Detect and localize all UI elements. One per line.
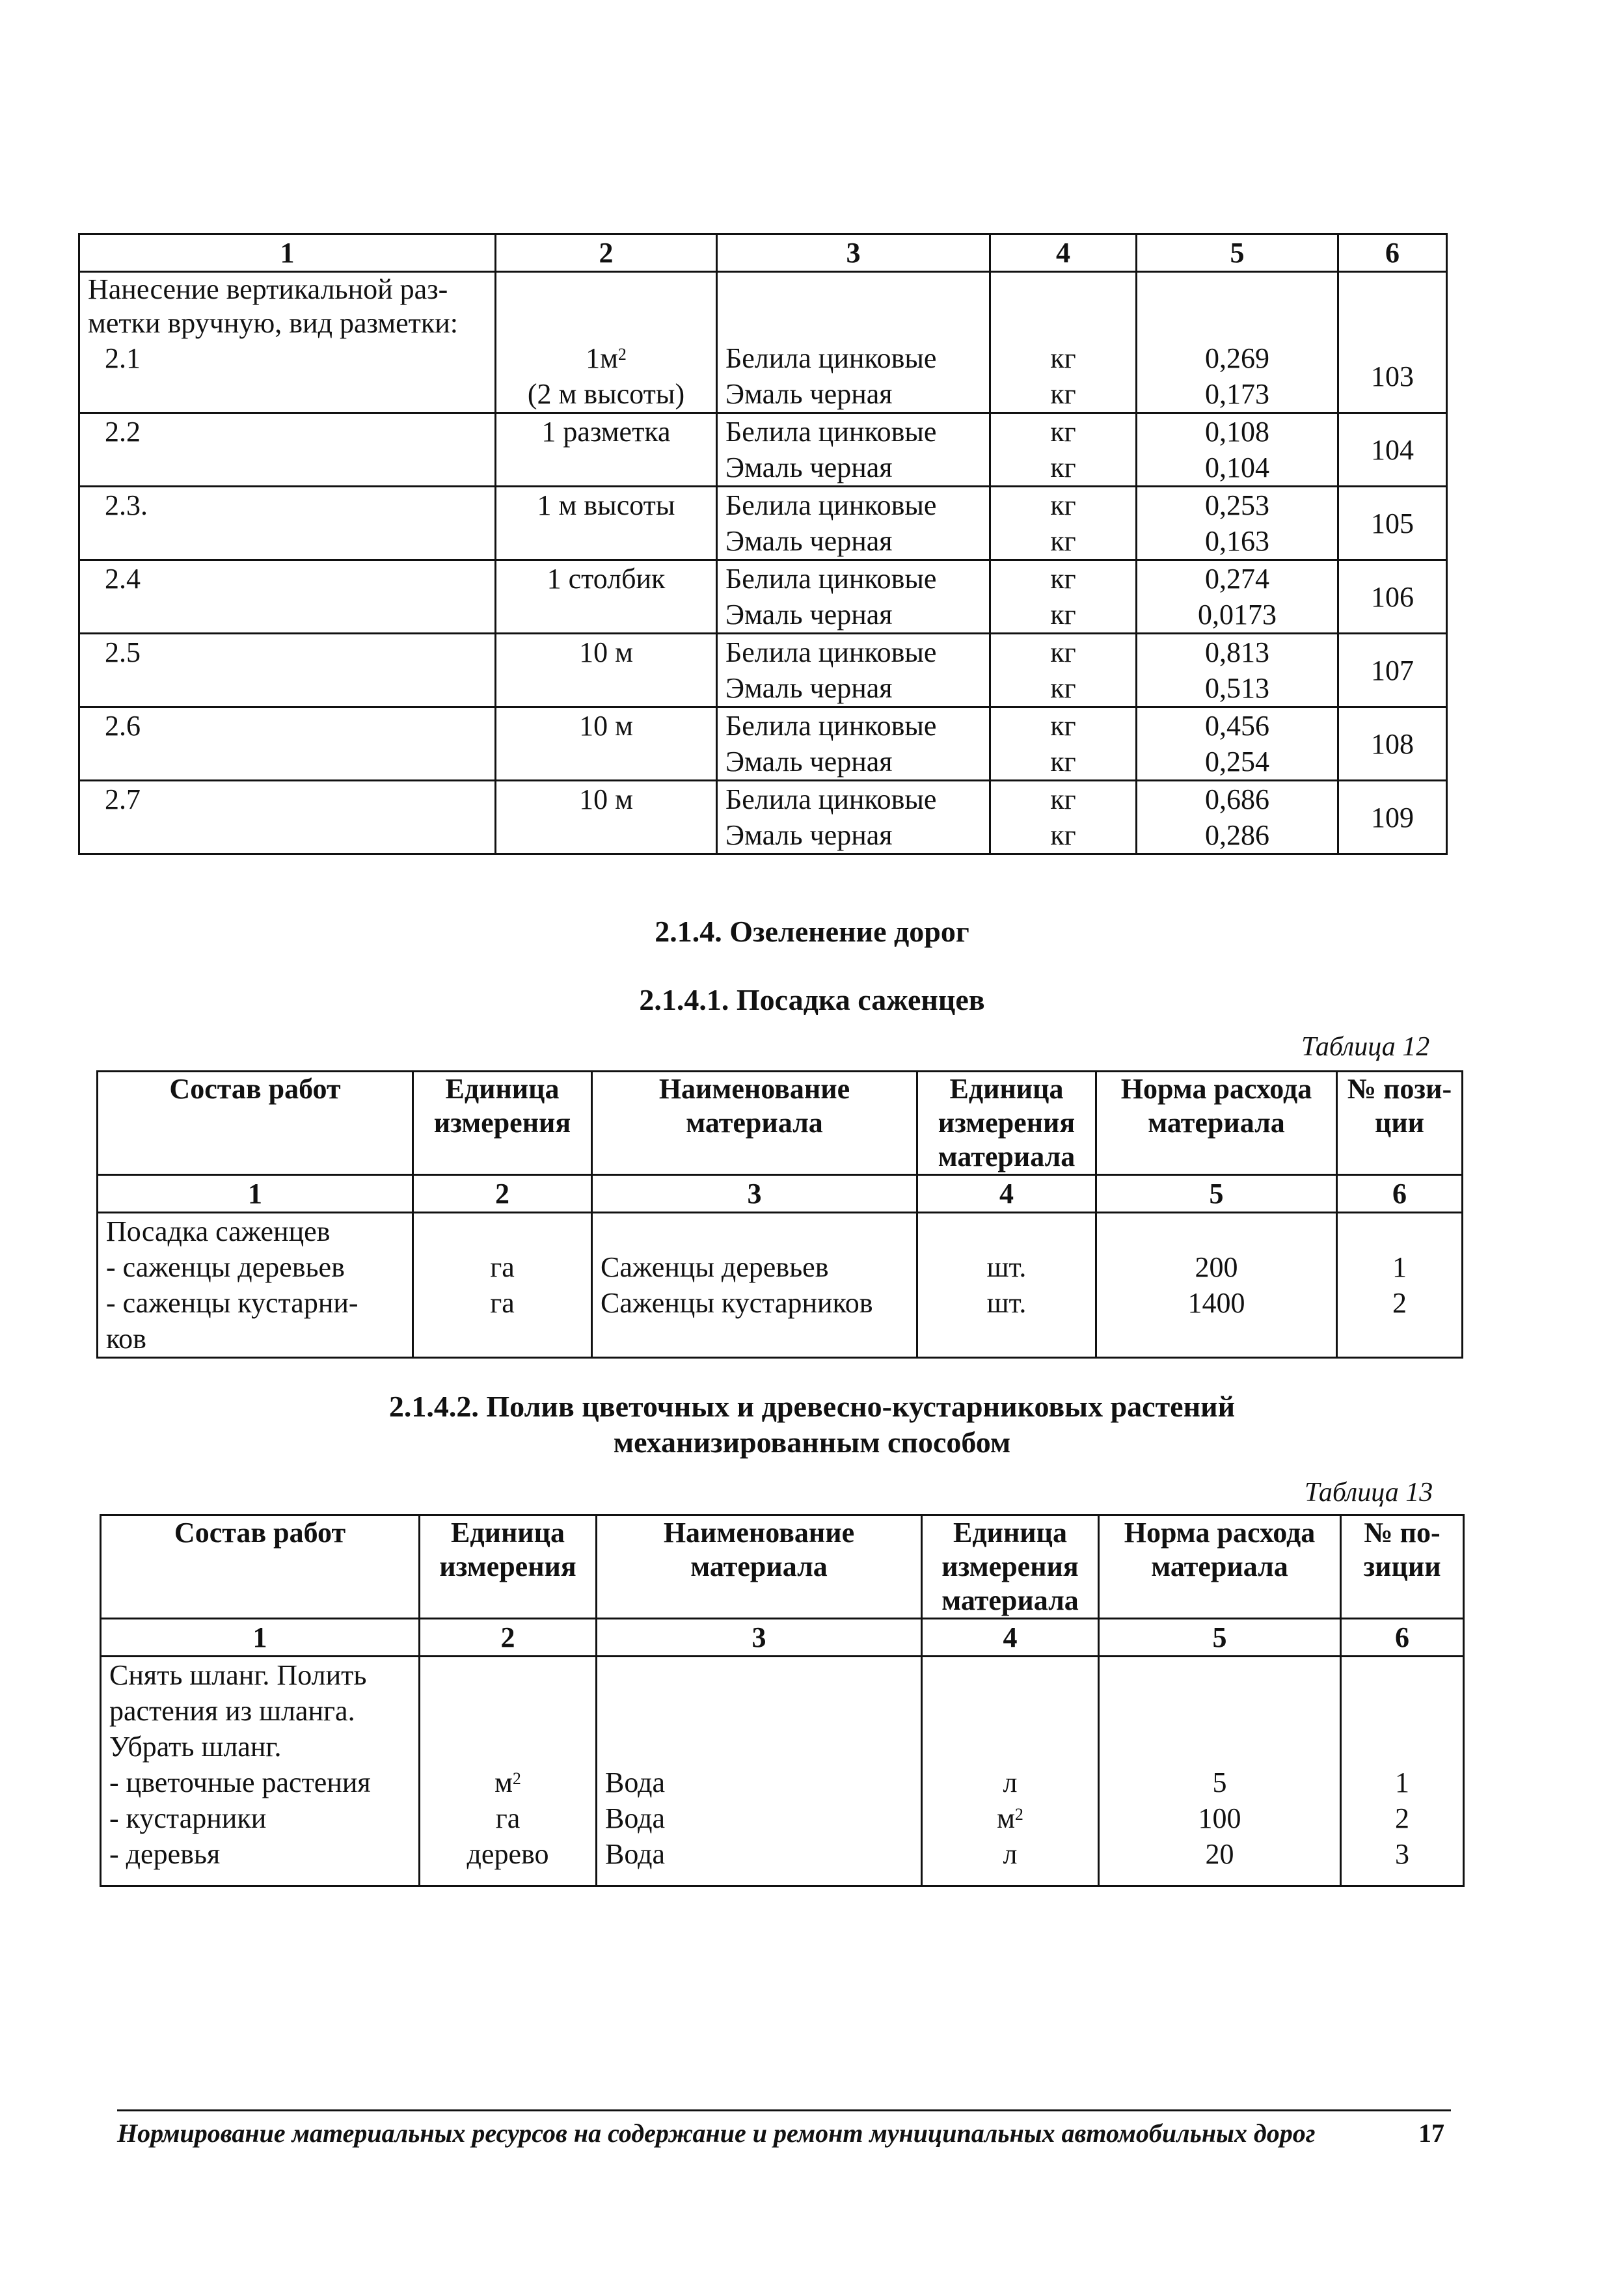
column-number: 2 bbox=[496, 234, 717, 272]
marking-code-value: 2.1 bbox=[105, 342, 141, 374]
material-value: Белила цинковые bbox=[725, 783, 937, 815]
table-header-row bbox=[98, 1072, 1463, 1175]
norm-value: 1400 bbox=[1187, 1287, 1245, 1319]
marking-code bbox=[79, 634, 496, 707]
norm-cell bbox=[1137, 560, 1338, 634]
unit-value: га bbox=[495, 1802, 521, 1834]
header-position: № пози- ции bbox=[1337, 1072, 1463, 1175]
norm-value: 0,173 bbox=[1205, 378, 1269, 410]
material-value: Белила цинковые bbox=[725, 563, 937, 595]
position-value: 3 bbox=[1395, 1838, 1409, 1870]
norm-value: 0,456 bbox=[1205, 710, 1269, 742]
column-number: 4 bbox=[922, 1619, 1099, 1657]
unit-value: 1 разметка bbox=[541, 416, 671, 448]
unit-cell bbox=[496, 487, 717, 560]
work-line: - саженцы деревьев bbox=[106, 1251, 345, 1283]
subsection-title-cont: механизированным способом bbox=[613, 1426, 1011, 1459]
header-work: Состав работ bbox=[101, 1515, 420, 1619]
position-cell: 106 bbox=[1338, 560, 1447, 634]
work-line: ков bbox=[106, 1323, 146, 1355]
marking-code-value: 2.2 bbox=[105, 416, 141, 448]
position-cell: 107 bbox=[1338, 634, 1447, 707]
position-value: 1 bbox=[1395, 1767, 1409, 1798]
material-unit-value: кг bbox=[1050, 710, 1076, 742]
norm-cell bbox=[1137, 634, 1338, 707]
material-unit-value: кг bbox=[1050, 599, 1076, 630]
work-line: - деревья bbox=[109, 1838, 221, 1870]
unit-cell bbox=[496, 781, 717, 854]
material-value: Саженцы кустарников bbox=[601, 1287, 873, 1319]
position-value: 2 bbox=[1392, 1287, 1407, 1319]
work-line: Снять шланг. Полить bbox=[109, 1659, 367, 1691]
table-row bbox=[79, 634, 1447, 707]
work-line: - цветочные растения bbox=[109, 1767, 371, 1798]
material-value: Белила цинковые bbox=[725, 489, 937, 521]
unit-cell bbox=[496, 413, 717, 487]
material-cell bbox=[717, 413, 990, 487]
column-number: 4 bbox=[990, 234, 1137, 272]
header-material-unit: Единица измерения материала bbox=[917, 1072, 1096, 1175]
unit-value: 1 столбик bbox=[547, 563, 666, 595]
unit-cell bbox=[496, 560, 717, 634]
material-unit-value: л bbox=[1003, 1767, 1018, 1798]
norm-value: 0,104 bbox=[1205, 452, 1269, 483]
marking-code bbox=[79, 487, 496, 560]
empty-cell bbox=[1338, 272, 1447, 341]
material-unit-value: шт. bbox=[986, 1287, 1027, 1319]
marking-code bbox=[79, 781, 496, 854]
norm-value: 0,286 bbox=[1205, 819, 1269, 851]
material-value: Белила цинковые bbox=[725, 342, 937, 374]
marking-code bbox=[79, 560, 496, 634]
unit-value: $1м^2$ bbox=[586, 342, 627, 374]
material-value: Вода bbox=[605, 1802, 665, 1834]
work-line: - саженцы кустарни- bbox=[106, 1287, 359, 1319]
material-unit-cell bbox=[990, 340, 1137, 413]
table-row bbox=[79, 487, 1447, 560]
norm-cell bbox=[1137, 487, 1338, 560]
material-unit-cell bbox=[990, 707, 1137, 781]
material-value: Белила цинковые bbox=[725, 416, 937, 448]
material-unit-cell bbox=[922, 1657, 1099, 1886]
material-unit-cell bbox=[990, 487, 1137, 560]
position-cell bbox=[1341, 1657, 1464, 1886]
column-number: 1 bbox=[79, 234, 496, 272]
material-unit-value: кг bbox=[1050, 746, 1076, 778]
norm-value: 0,163 bbox=[1205, 525, 1269, 557]
unit-value: га bbox=[490, 1251, 515, 1283]
table-12 bbox=[96, 1070, 1463, 1359]
header-position: № по- зиции bbox=[1341, 1515, 1464, 1619]
material-unit-value: кг bbox=[1050, 342, 1076, 374]
position-cell: 103 bbox=[1338, 340, 1447, 413]
unit-value: 1 м высоты bbox=[537, 489, 675, 521]
column-number: 2 bbox=[420, 1619, 597, 1657]
unit-cell bbox=[420, 1657, 597, 1886]
material-cell bbox=[717, 781, 990, 854]
material-value: Эмаль черная bbox=[725, 672, 893, 704]
table-row bbox=[98, 1213, 1463, 1358]
material-unit-value: кг bbox=[1050, 489, 1076, 521]
material-unit-cell bbox=[990, 781, 1137, 854]
position-cell: 105 bbox=[1338, 487, 1447, 560]
empty-cell bbox=[496, 272, 717, 341]
column-number: 5 bbox=[1099, 1619, 1341, 1657]
material-value: Эмаль черная bbox=[725, 599, 893, 630]
footer-divider bbox=[117, 2109, 1451, 2111]
material-cell bbox=[592, 1213, 917, 1358]
empty-cell bbox=[1137, 272, 1338, 341]
section-title: 2.1.4. Озеленение дорог bbox=[655, 915, 969, 948]
material-cell bbox=[717, 340, 990, 413]
header-work: Состав работ bbox=[98, 1072, 413, 1175]
work-description: Нанесение вертикальной раз- метки вручную, вид разметки: bbox=[79, 272, 496, 341]
norm-value: 100 bbox=[1198, 1802, 1241, 1834]
table-11 bbox=[78, 233, 1448, 855]
norm-cell bbox=[1096, 1213, 1337, 1358]
position-value: 1 bbox=[1392, 1251, 1407, 1283]
norm-value: 0,0173 bbox=[1198, 599, 1277, 630]
header-material: Наименование материала bbox=[597, 1515, 922, 1619]
work-description bbox=[101, 1657, 420, 1886]
norm-cell bbox=[1099, 1657, 1341, 1886]
unit-cell bbox=[496, 340, 717, 413]
material-value: Белила цинковые bbox=[725, 636, 937, 668]
table-caption: Таблица 12 bbox=[1301, 1032, 1430, 1062]
marking-code-value: 2.5 bbox=[105, 636, 141, 668]
norm-value: 0,254 bbox=[1205, 746, 1269, 778]
material-cell bbox=[717, 634, 990, 707]
table-row bbox=[79, 234, 1447, 272]
position-value: 2 bbox=[1395, 1802, 1409, 1834]
material-unit-value: кг bbox=[1050, 672, 1076, 704]
norm-value: 0,108 bbox=[1205, 416, 1269, 448]
subsection-title: 2.1.4.2. Полив цветочных и древесно-кустарниковых растений bbox=[388, 1390, 1236, 1423]
header-material: Наименование материала bbox=[592, 1072, 917, 1175]
material-cell bbox=[717, 560, 990, 634]
column-number: 4 bbox=[917, 1175, 1096, 1213]
material-value: Вода bbox=[605, 1767, 665, 1798]
unit-value: дерево bbox=[467, 1838, 549, 1870]
material-unit-value: кг bbox=[1050, 378, 1076, 410]
column-number: 1 bbox=[101, 1619, 420, 1657]
table-row bbox=[98, 1175, 1463, 1213]
header-norm: Норма расхода материала bbox=[1099, 1515, 1341, 1619]
material-value: Эмаль черная bbox=[725, 746, 893, 778]
position-cell: 108 bbox=[1338, 707, 1447, 781]
material-value: Эмаль черная bbox=[725, 819, 893, 851]
marking-code bbox=[79, 340, 496, 413]
header-material-unit: Единица измерения материала bbox=[922, 1515, 1099, 1619]
unit-value: 10 м bbox=[579, 636, 633, 668]
marking-code-value: 2.4 bbox=[105, 563, 141, 595]
position-cell bbox=[1337, 1213, 1463, 1358]
table-caption: Таблица 13 bbox=[1305, 1478, 1433, 1508]
header-norm: Норма расхода материала bbox=[1096, 1072, 1337, 1175]
unit-cell bbox=[496, 634, 717, 707]
header-unit: Единица измерения bbox=[413, 1072, 592, 1175]
material-unit-value: кг bbox=[1050, 819, 1076, 851]
norm-value: 20 bbox=[1205, 1838, 1234, 1870]
material-unit-value: шт. bbox=[986, 1251, 1027, 1283]
unit-value: га bbox=[490, 1287, 515, 1319]
table-row bbox=[101, 1619, 1464, 1657]
material-unit-cell bbox=[990, 413, 1137, 487]
material-unit-value: кг bbox=[1050, 452, 1076, 483]
unit-value: 10 м bbox=[579, 710, 633, 742]
empty-cell bbox=[990, 272, 1137, 341]
marking-code bbox=[79, 707, 496, 781]
column-number: 6 bbox=[1337, 1175, 1463, 1213]
norm-value: 0,253 bbox=[1205, 489, 1269, 521]
footer-text: Нормирование материальных ресурсов на содержание и ремонт муниципальных автомобильных дорог bbox=[117, 2119, 1316, 2148]
unit-cell bbox=[413, 1213, 592, 1358]
table-13 bbox=[100, 1514, 1465, 1887]
material-value: Эмаль черная bbox=[725, 452, 893, 483]
norm-value: 0,686 bbox=[1205, 783, 1269, 815]
page-number: 17 bbox=[1418, 2119, 1444, 2148]
table-row bbox=[79, 340, 1447, 413]
position-cell: 109 bbox=[1338, 781, 1447, 854]
column-number: 1 bbox=[98, 1175, 413, 1213]
norm-value: 0,813 bbox=[1205, 636, 1269, 668]
table-row bbox=[79, 781, 1447, 854]
column-number: 3 bbox=[717, 234, 990, 272]
column-number: 3 bbox=[597, 1619, 922, 1657]
work-line: Убрать шланг. bbox=[109, 1731, 282, 1763]
unit-value-note: (2 м высоты) bbox=[527, 378, 685, 410]
subsection-title: 2.1.4.1. Посадка саженцев bbox=[639, 983, 985, 1016]
marking-code-value: 2.3. bbox=[105, 489, 148, 521]
material-value: Эмаль черная bbox=[725, 378, 893, 410]
work-line: растения из шланга. bbox=[109, 1695, 355, 1727]
material-value: Саженцы деревьев bbox=[601, 1251, 829, 1283]
unit-cell bbox=[496, 707, 717, 781]
header-unit: Единица измерения bbox=[420, 1515, 597, 1619]
work-line: - кустарники bbox=[109, 1802, 267, 1834]
norm-value: 0,269 bbox=[1205, 342, 1269, 374]
material-unit-value: л bbox=[1003, 1838, 1018, 1870]
norm-value: 0,513 bbox=[1205, 672, 1269, 704]
table-header-row bbox=[101, 1515, 1464, 1619]
material-unit-cell bbox=[990, 560, 1137, 634]
norm-value: 0,274 bbox=[1205, 563, 1269, 595]
column-number: 6 bbox=[1338, 234, 1447, 272]
unit-value: $м^2$ bbox=[494, 1767, 521, 1798]
column-number: 5 bbox=[1137, 234, 1338, 272]
material-cell bbox=[717, 707, 990, 781]
marking-code bbox=[79, 413, 496, 487]
material-value: Вода bbox=[605, 1838, 665, 1870]
material-unit-value: кг bbox=[1050, 563, 1076, 595]
table-row bbox=[79, 560, 1447, 634]
material-unit-value: кг bbox=[1050, 783, 1076, 815]
material-unit-value: кг bbox=[1050, 636, 1076, 668]
marking-code-value: 2.7 bbox=[105, 783, 141, 815]
norm-cell bbox=[1137, 340, 1338, 413]
marking-code-value: 2.6 bbox=[105, 710, 141, 742]
table-row bbox=[79, 272, 1447, 341]
material-cell bbox=[717, 487, 990, 560]
material-value: Белила цинковые bbox=[725, 710, 937, 742]
table-row bbox=[101, 1657, 1464, 1886]
empty-cell bbox=[717, 272, 990, 341]
norm-cell bbox=[1137, 707, 1338, 781]
work-line: Посадка саженцев bbox=[106, 1215, 331, 1247]
material-unit-cell bbox=[917, 1213, 1096, 1358]
column-number: 3 bbox=[592, 1175, 917, 1213]
norm-cell bbox=[1137, 413, 1338, 487]
material-unit-value: кг bbox=[1050, 416, 1076, 448]
table-row bbox=[79, 413, 1447, 487]
column-number: 2 bbox=[413, 1175, 592, 1213]
material-cell bbox=[597, 1657, 922, 1886]
material-unit-value: $м^2$ bbox=[997, 1802, 1023, 1834]
norm-value: 200 bbox=[1195, 1251, 1238, 1283]
material-unit-value: кг bbox=[1050, 525, 1076, 557]
table-row bbox=[79, 707, 1447, 781]
norm-cell bbox=[1137, 781, 1338, 854]
column-number: 6 bbox=[1341, 1619, 1464, 1657]
unit-value: 10 м bbox=[579, 783, 633, 815]
material-unit-cell bbox=[990, 634, 1137, 707]
work-description bbox=[98, 1213, 413, 1358]
position-cell: 104 bbox=[1338, 413, 1447, 487]
material-value: Эмаль черная bbox=[725, 525, 893, 557]
column-number: 5 bbox=[1096, 1175, 1337, 1213]
norm-value: 5 bbox=[1212, 1767, 1227, 1798]
